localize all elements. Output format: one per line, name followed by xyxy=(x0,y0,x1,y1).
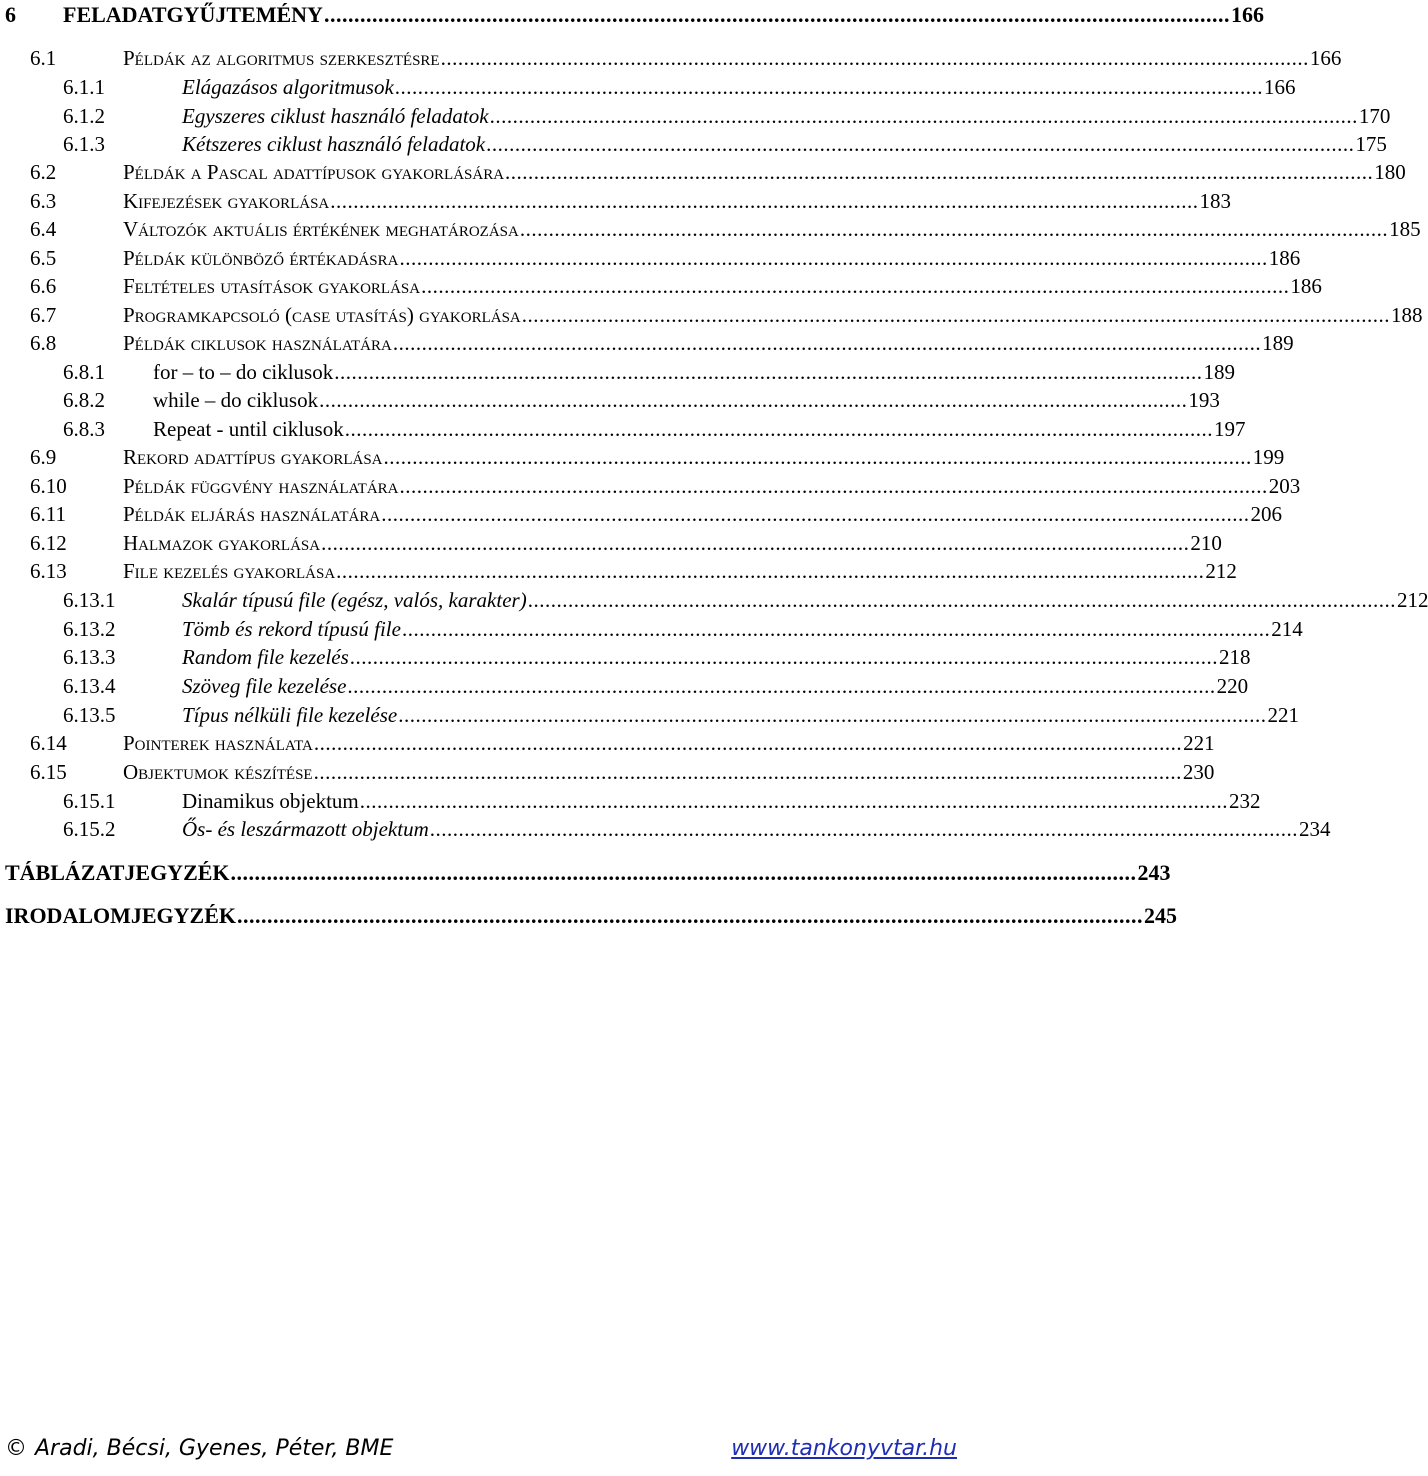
toc-page-number: 189 xyxy=(1203,360,1235,384)
toc-entry-title: Kétszeres ciklust használó feladatok xyxy=(182,132,486,156)
toc-entry-title: Egyszeres ciklust használó feladatok xyxy=(182,104,489,128)
toc-entry-number: 6.1.2 xyxy=(63,104,105,128)
toc-entry-number: 6.13.4 xyxy=(63,674,116,698)
toc-entry-number: 6.13.3 xyxy=(63,645,116,669)
toc-leader-dots: ....................................................................................................................................................... xyxy=(330,189,1199,213)
toc-page-number: 212 xyxy=(1396,588,1428,612)
toc-entry-title: Típus nélküli file kezelése xyxy=(182,703,398,727)
toc-entry-number: 6.9 xyxy=(30,445,57,469)
toc-page-number: 170 xyxy=(1358,104,1391,128)
toc-entry[interactable] xyxy=(0,814,1331,844)
toc-page-number: 185 xyxy=(1389,217,1421,241)
toc-entry-title: Példák eljárás használatára xyxy=(123,502,381,526)
toc-leader-dots: ....................................................................................................................................................... xyxy=(237,903,1144,928)
toc-page-number: 206 xyxy=(1250,502,1282,526)
toc-leader-dots: ....................................................................................................................................................... xyxy=(399,246,1268,270)
toc-entry[interactable] xyxy=(0,671,1249,701)
toc-leader-dots: ....................................................................................................................................................... xyxy=(392,331,1262,355)
toc-entry-number: 6.3 xyxy=(30,189,57,213)
toc-entry[interactable] xyxy=(0,243,1301,273)
toc-entry-number: 6.4 xyxy=(30,217,57,241)
toc-entry[interactable] xyxy=(0,786,1261,816)
toc-entry-number: 6.1.1 xyxy=(63,75,105,99)
toc-page-number: 193 xyxy=(1188,388,1220,412)
toc-entry[interactable] xyxy=(0,757,1215,787)
toc-leader-dots: ....................................................................................................................................................... xyxy=(383,445,1252,469)
toc-chapter-title: FELADATGYŰJTEMÉNY xyxy=(63,2,323,27)
toc-entry-number: 6.13 xyxy=(30,559,67,583)
toc-entry-title: File kezelés gyakorlása xyxy=(123,559,336,583)
toc-page-number: 234 xyxy=(1298,817,1331,841)
toc-leader-dots: ....................................................................................................................................................... xyxy=(321,531,1190,555)
toc-leader-dots: ....................................................................................................................................................... xyxy=(399,474,1268,498)
toc-entry-title: IRODALOMJEGYZÉK xyxy=(5,903,237,928)
toc-page-number: 230 xyxy=(1182,760,1215,784)
toc-leader-dots: ....................................................................................................................................................... xyxy=(486,132,1355,156)
toc-leader-dots: ....................................................................................................................................................... xyxy=(336,559,1205,583)
toc-page-number: 186 xyxy=(1268,246,1301,270)
toc-page-number: 221 xyxy=(1183,731,1215,755)
toc-entry-number: 6.15.1 xyxy=(63,789,116,813)
toc-page-number: 221 xyxy=(1267,703,1299,727)
toc-entry[interactable] xyxy=(0,72,1296,102)
toc-entry-title: TÁBLÁZATJEGYZÉK xyxy=(5,860,230,885)
footer-copyright xyxy=(5,1436,393,1461)
toc-entry-number: 6.13.1 xyxy=(63,588,116,612)
toc-page-number: 166 xyxy=(1264,75,1296,99)
toc-page-number: 186 xyxy=(1290,274,1322,298)
toc-entry-title: Skalár típusú file (egész, valós, karakter) xyxy=(182,588,527,612)
toc-page-number: 203 xyxy=(1268,474,1301,498)
toc-page-number: 183 xyxy=(1199,189,1232,213)
toc-entry-title: Példák az algoritmus szerkesztésre xyxy=(123,46,440,70)
toc-leader-dots: ....................................................................................................................................................... xyxy=(313,731,1183,755)
toc-entry-title: Példák függvény használatára xyxy=(123,474,399,498)
toc-entry-number: 6.11 xyxy=(30,502,66,526)
toc-leader-dots: ....................................................................................................................................................... xyxy=(323,2,1230,27)
toc-leader-dots: ....................................................................................................................................................... xyxy=(440,46,1309,70)
toc-entry-title: Programkapcsoló (case utasítás) gyakorlása xyxy=(123,303,521,327)
toc-leader-dots: ....................................................................................................................................................... xyxy=(505,160,1374,184)
toc-entry[interactable] xyxy=(0,328,1294,358)
toc-entry-title: Változók aktuális értékének meghatározása xyxy=(123,217,519,241)
toc-entry-number: 6.8.2 xyxy=(63,388,105,412)
toc-entry[interactable] xyxy=(0,700,1299,730)
toc-entry-number: 6.15.2 xyxy=(63,817,116,841)
toc-entry-number: 6.8 xyxy=(30,331,57,355)
toc-entry[interactable] xyxy=(0,43,1342,73)
toc-entry-number: 6.8.1 xyxy=(63,360,105,384)
toc-entry-number: 6.8.3 xyxy=(63,417,105,441)
toc-leader-dots: ....................................................................................................................................................... xyxy=(347,674,1216,698)
toc-entry[interactable] xyxy=(0,300,1423,330)
toc-entry[interactable] xyxy=(0,585,1428,615)
toc-entry[interactable] xyxy=(0,385,1220,415)
copyright-icon: © xyxy=(5,1436,27,1461)
toc-chapter-number: 6 xyxy=(5,2,16,27)
toc-entry-title: Példák ciklusok használatára xyxy=(123,331,392,355)
toc-page-number: 245 xyxy=(1144,903,1178,928)
toc-entry[interactable] xyxy=(0,556,1237,586)
toc-entry-title: Kifejezések gyakorlása xyxy=(123,189,330,213)
toc-entry[interactable] xyxy=(0,186,1232,216)
page-footer xyxy=(0,1436,960,1470)
toc-entry-number: 6.1 xyxy=(30,46,57,70)
toc-backmatter-entry[interactable] xyxy=(0,901,1178,931)
toc-entry-title: Szöveg file kezelése xyxy=(182,674,347,698)
toc-entry-title: for – to – do ciklusok xyxy=(153,360,334,384)
toc-page-number: 175 xyxy=(1355,132,1387,156)
toc-page-number: 188 xyxy=(1391,303,1423,327)
toc-page-number: 180 xyxy=(1374,160,1406,184)
toc-entry[interactable] xyxy=(0,414,1246,444)
toc-entry-title: Repeat - until ciklusok xyxy=(153,417,344,441)
toc-page-number: 197 xyxy=(1213,417,1246,441)
toc-entry-title: Random file kezelés xyxy=(182,645,349,669)
toc-leader-dots: ....................................................................................................................................................... xyxy=(521,303,1391,327)
toc-entry[interactable] xyxy=(0,129,1387,159)
toc-leader-dots: ....................................................................................................................................................... xyxy=(398,703,1267,727)
toc-entry-title: Példák különböző értékadásra xyxy=(123,246,399,270)
toc-leader-dots: ....................................................................................................................................................... xyxy=(344,417,1213,441)
footer-website-link[interactable]: www.tankonyvtar.hu xyxy=(731,1436,957,1461)
toc-entry-number: 6.12 xyxy=(30,531,67,555)
toc-leader-dots: ....................................................................................................................................................... xyxy=(519,217,1389,241)
toc-backmatter-entry[interactable] xyxy=(0,858,1171,888)
toc-leader-dots: ....................................................................................................................................................... xyxy=(401,617,1271,641)
toc-page-number: 199 xyxy=(1252,445,1285,469)
toc-leader-dots: ....................................................................................................................................................... xyxy=(527,588,1396,612)
toc-page-number: 218 xyxy=(1219,645,1251,669)
toc-page-number: 166 xyxy=(1309,46,1342,70)
toc-entry[interactable] xyxy=(0,528,1222,558)
toc-entry-title: Pointerek használata xyxy=(123,731,313,755)
toc-entry-title: Halmazok gyakorlása xyxy=(123,531,321,555)
toc-leader-dots: ....................................................................................................................................................... xyxy=(230,860,1137,885)
toc-entry[interactable] xyxy=(0,499,1282,529)
toc-entry[interactable] xyxy=(0,471,1301,501)
toc-page-number: 220 xyxy=(1216,674,1249,698)
toc-entry-title: Objektumok készítése xyxy=(123,760,313,784)
toc-entry[interactable] xyxy=(0,728,1215,758)
toc-entry[interactable] xyxy=(0,614,1303,644)
toc-entry[interactable] xyxy=(0,442,1285,472)
toc-leader-dots: ....................................................................................................................................................... xyxy=(381,502,1250,526)
toc-leader-dots: ....................................................................................................................................................... xyxy=(421,274,1290,298)
toc-leader-dots: ....................................................................................................................................................... xyxy=(319,388,1188,412)
toc-entry-title: Tömb és rekord típusú file xyxy=(182,617,401,641)
toc-entry-number: 6.13.2 xyxy=(63,617,116,641)
toc-entry-number: 6.5 xyxy=(30,246,57,270)
toc-leader-dots: ....................................................................................................................................................... xyxy=(429,817,1298,841)
toc-entry-number: 6.1.3 xyxy=(63,132,105,156)
toc-page-number: 166 xyxy=(1230,2,1264,27)
toc-entry-number: 6.14 xyxy=(30,731,67,755)
toc-entry-number: 6.10 xyxy=(30,474,67,498)
toc-leader-dots: ....................................................................................................................................................... xyxy=(394,75,1264,99)
toc-chapter-row[interactable] xyxy=(0,0,1264,30)
toc-entry-title: Feltételes utasítások gyakorlása xyxy=(123,274,421,298)
toc-entry[interactable] xyxy=(0,157,1406,187)
toc-entry-title: Rekord adattípus gyakorlása xyxy=(123,445,383,469)
toc-entry[interactable] xyxy=(0,357,1235,387)
toc-entry-number: 6.15 xyxy=(30,760,67,784)
toc-entry[interactable] xyxy=(0,214,1421,244)
toc-page-number: 210 xyxy=(1190,531,1222,555)
toc-entry-number: 6.6 xyxy=(30,274,57,298)
toc-entry-number: 6.2 xyxy=(30,160,57,184)
toc-entry[interactable] xyxy=(0,101,1391,131)
toc-entry-title: Elágazásos algoritmusok xyxy=(182,75,394,99)
toc-leader-dots: ....................................................................................................................................................... xyxy=(359,789,1228,813)
toc-page-number: 214 xyxy=(1271,617,1303,641)
toc-entry-number: 6.13.5 xyxy=(63,703,116,727)
toc-page-number: 232 xyxy=(1229,789,1261,813)
toc-entry-title: Dinamikus objektum xyxy=(182,789,359,813)
toc-entry-title: Ős- és leszármazott objektum xyxy=(182,817,429,841)
toc-entry-number: 6.7 xyxy=(30,303,57,327)
toc-entry[interactable] xyxy=(0,271,1322,301)
toc-entry-title: Példák a Pascal adattípusok gyakorlására xyxy=(123,160,505,184)
toc-leader-dots: ....................................................................................................................................................... xyxy=(313,760,1182,784)
toc-page-number: 189 xyxy=(1262,331,1294,355)
toc-entry-title: while – do ciklusok xyxy=(153,388,319,412)
toc-leader-dots: ....................................................................................................................................................... xyxy=(489,104,1358,128)
toc-page-number: 243 xyxy=(1137,860,1171,885)
toc-entry[interactable] xyxy=(0,642,1251,672)
toc-leader-dots: ....................................................................................................................................................... xyxy=(334,360,1203,384)
footer-authors: Aradi, Bécsi, Gyenes, Péter, BME xyxy=(35,1436,394,1461)
toc-leader-dots: ....................................................................................................................................................... xyxy=(349,645,1219,669)
toc-page-number: 212 xyxy=(1205,559,1237,583)
